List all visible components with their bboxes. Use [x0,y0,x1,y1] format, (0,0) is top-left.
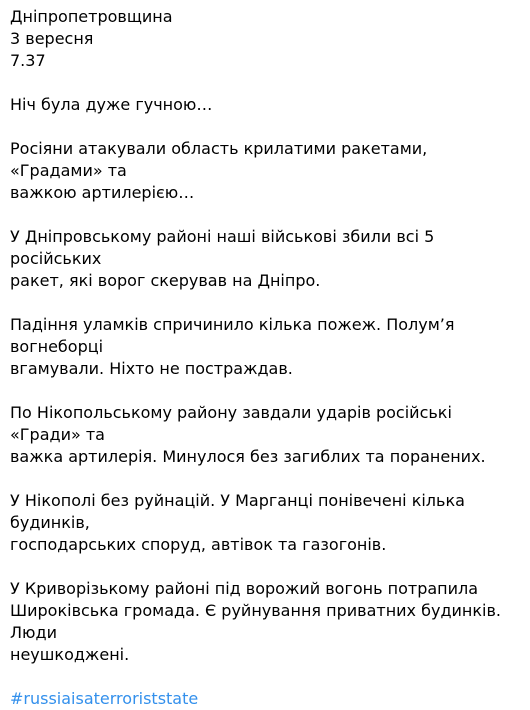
paragraph-line: вгамували. Ніхто не постраждав. [10,359,293,378]
paragraph-2 [10,138,520,204]
paragraph-line: У Нікополі без руйнацій. У Марганці понівечені кілька будинків, [10,491,471,532]
paragraph-6 [10,490,520,556]
post-header [10,6,520,72]
paragraph-4 [10,314,520,380]
paragraph-line: Широківська громада. Є руйнування приватних будинків. Люди [10,601,507,642]
post-time: 7.37 [10,51,46,70]
paragraph-5 [10,402,520,468]
paragraph-line: Росіяни атакували область крилатими ракетами, «Градами» та [10,139,433,180]
paragraph-line: У Дніпровському районі наші військові збили всі 5 російських [10,227,440,268]
post-date: 3 вересня [10,29,94,48]
hashtag-link[interactable]: #russiaisaterroriststate [10,689,199,708]
paragraph-line: неушкоджені. [10,645,130,664]
paragraph-7 [10,578,520,666]
paragraph-line: У Криворізькому районі під ворожий вогонь потрапила [10,579,479,598]
paragraph-1 [10,94,520,116]
paragraph-line: Падіння уламків спричинило кілька пожеж. Полум’я вогнеборці [10,315,460,356]
paragraph-3 [10,226,520,292]
paragraph-line: важка артилерія. Минулося без загиблих та поранених. [10,447,486,466]
hashtag-row [10,688,520,710]
region-title: Дніпропетровщина [10,7,173,26]
paragraph-line: ракет, які ворог скерував на Дніпро. [10,271,321,290]
paragraph-line: господарських споруд, автівок та газогонів. [10,535,387,554]
paragraph-line: важкою артилерією… [10,183,195,202]
paragraph-line: Ніч була дуже гучною… [10,95,213,114]
paragraph-line: По Нікопольському району завдали ударів російські «Гради» та [10,403,457,444]
